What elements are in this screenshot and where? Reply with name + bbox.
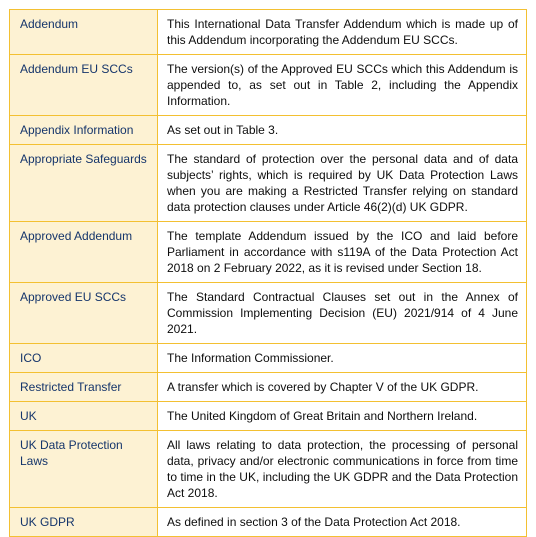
table-row bbox=[10, 373, 527, 402]
term-cell: Appendix Information bbox=[10, 116, 158, 145]
definition-cell: The template Addendum issued by the ICO and laid before Parliament in accordance with s119A of the Data Protection Act 2018 on 2 February 2022, as it is revised under Section 18. bbox=[158, 222, 527, 283]
definition-cell: A transfer which is covered by Chapter V of the UK GDPR. bbox=[158, 373, 527, 402]
definition-cell: As set out in Table 3. bbox=[158, 116, 527, 145]
definition-cell: All laws relating to data protection, the processing of personal data, privacy and/or electronic communications in force from time to time in the UK, including the UK GDPR and the Data Protection Act 2018. bbox=[158, 431, 527, 508]
definition-cell: The United Kingdom of Great Britain and Northern Ireland. bbox=[158, 402, 527, 431]
table-row bbox=[10, 508, 527, 537]
table-row bbox=[10, 145, 527, 222]
table-row bbox=[10, 402, 527, 431]
table-row bbox=[10, 283, 527, 344]
definitions-table bbox=[9, 9, 527, 537]
definition-cell: The Information Commissioner. bbox=[158, 344, 527, 373]
term-cell: Approved EU SCCs bbox=[10, 283, 158, 344]
term-cell: Approved Addendum bbox=[10, 222, 158, 283]
term-cell: Appropriate Safeguards bbox=[10, 145, 158, 222]
table-row bbox=[10, 55, 527, 116]
definition-cell: As defined in section 3 of the Data Protection Act 2018. bbox=[158, 508, 527, 537]
term-cell: Restricted Transfer bbox=[10, 373, 158, 402]
definition-cell: The version(s) of the Approved EU SCCs which this Addendum is appended to, as set out in Table 2, including the Appendix Information. bbox=[158, 55, 527, 116]
table-row bbox=[10, 116, 527, 145]
term-cell: UK GDPR bbox=[10, 508, 158, 537]
definition-cell: This International Data Transfer Addendum which is made up of this Addendum incorporating the Addendum EU SCCs. bbox=[158, 10, 527, 55]
table-row bbox=[10, 222, 527, 283]
table-row bbox=[10, 10, 527, 55]
term-cell: Addendum bbox=[10, 10, 158, 55]
definition-cell: The Standard Contractual Clauses set out in the Annex of Commission Implementing Decision (EU) 2021/914 of 4 June 2021. bbox=[158, 283, 527, 344]
term-cell: ICO bbox=[10, 344, 158, 373]
term-cell: UK bbox=[10, 402, 158, 431]
term-cell: Addendum EU SCCs bbox=[10, 55, 158, 116]
table-row bbox=[10, 431, 527, 508]
table-row bbox=[10, 344, 527, 373]
term-cell: UK Data Protection Laws bbox=[10, 431, 158, 508]
definition-cell: The standard of protection over the personal data and of data subjects’ rights, which is required by UK Data Protection Laws when you are making a Restricted Transfer relying on standard data protection clauses under Article 46(2)(d) UK GDPR. bbox=[158, 145, 527, 222]
